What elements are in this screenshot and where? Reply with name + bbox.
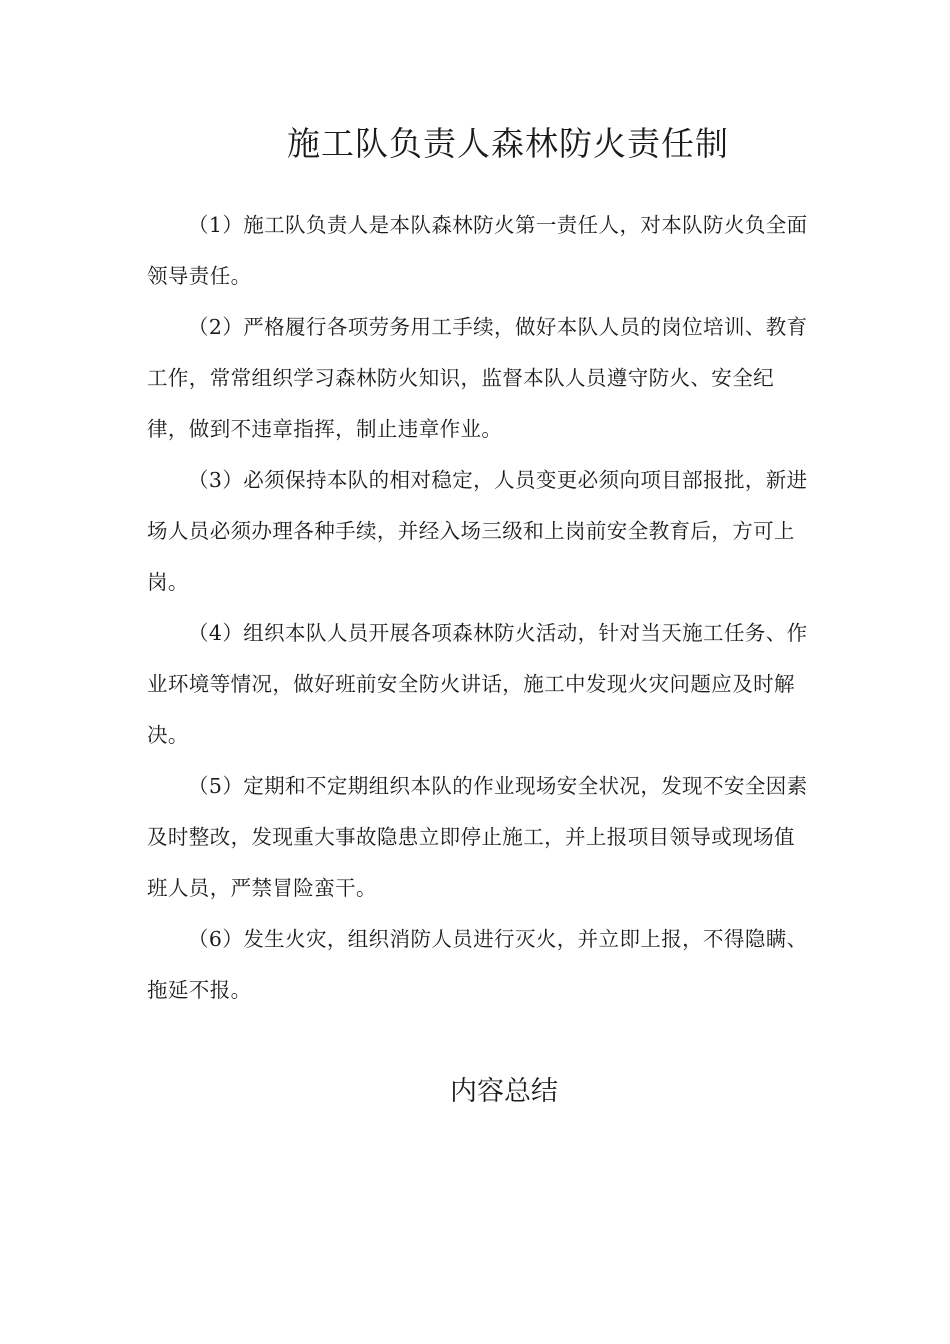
paragraph-1: （1）施工队负责人是本队森林防火第一责任人，对本队防火负全面领导责任。 xyxy=(147,213,808,288)
paragraph-4: （4）组织本队人员开展各项森林防火活动，针对当天施工任务、作业环境等情况，做好班前安全防火讲话，施工中发现火灾问题应及时解决。 xyxy=(147,621,808,747)
paragraph-5: （5）定期和不定期组织本队的作业现场安全状况，发现不安全因素及时整改，发现重大事故隐患立即停止施工，并上报项目领导或现场值班人员，严禁冒险蛮干。 xyxy=(147,774,808,900)
paragraph-6: （6）发生火灾，组织消防人员进行灭火，并立即上报，不得隐瞒、拖延不报。 xyxy=(147,927,808,1002)
paragraph-3: （3）必须保持本队的相对稳定，人员变更必须向项目部报批，新进场人员必须办理各种手续，并经入场三级和上岗前安全教育后，方可上岗。 xyxy=(147,468,808,594)
paragraph-2: （2）严格履行各项劳务用工手续，做好本队人员的岗位培训、教育工作，常常组织学习森林防火知识，监督本队人员遵守防火、安全纪律，做到不违章指挥，制止违章作业。 xyxy=(147,315,808,441)
summary-heading: 内容总结 xyxy=(450,1076,558,1107)
document-body xyxy=(147,200,810,1016)
document-title: 施工队负责人森林防火责任制 xyxy=(287,124,729,163)
